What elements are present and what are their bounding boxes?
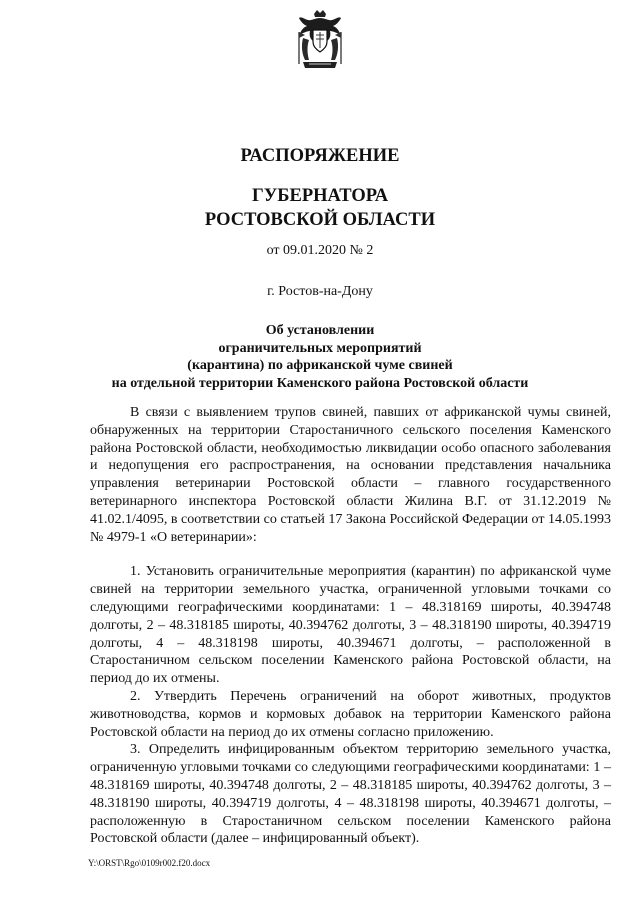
document-type-title: РАСПОРЯЖЕНИЕ (240, 146, 400, 166)
document-body (90, 404, 611, 848)
authority-line-1: ГУБЕРНАТОРА (251, 186, 389, 206)
order-item-2: 2. Утвердить Перечень ограничений на оборот животных, продуктов животноводства, кормов и кормовых добавок на территории Каменского района Ростовской области на период до их отмены согласно приложению. (90, 688, 611, 740)
order-item-1: 1. Установить ограничительные мероприятия (карантин) по африканской чуме свиней на территории земельного участка, ограниченной угловыми точками со следующими географическими координатами: 1 – 48.318169 широты, 40.394748 долготы, 2 – 48.318185 широты, 40.394762 долготы, 3 – 48.318190 широты, 40.394719 долготы, 4 – 48.318198 широты, 40.394671 долготы, – расположенной в Старостаничном сельском поселении Каменского района Ростовской области, на период до их отмены. (90, 564, 611, 687)
subject-line: на отдельной территории Каменского района Ростовской области (111, 375, 529, 391)
document-subject (40, 322, 600, 392)
subject-line: ограничительных мероприятий (218, 340, 422, 356)
subject-line: Об установлении (265, 323, 375, 338)
document-date-number: от 09.01.2020 № 2 (266, 243, 374, 258)
document-city: г. Ростов-на-Дону (267, 284, 373, 299)
issuing-authority (0, 184, 640, 232)
order-item-3: 3. Определить инфицированным объектом территорию земельного участка, ограниченную угловыми точками со следующими географическими координатами: 1 – 48.318169 широты, 40.394748 долготы, 2 – 48.318185 широты, 40.394762 долготы, 3 – 48.318190 широты, 40.394719 долготы, 4 – 48.318198 широты, 40.394671 долготы, – расположенную в Старостаничном сельском поселении Каменского района Ростовской области (далее – инфицированный объект). (90, 742, 611, 847)
file-path-footer: Y:\ORST\Rgo\0109r002.f20.docx (88, 858, 211, 868)
subject-line: (карантина) по африканской чуме свиней (187, 358, 453, 373)
authority-line-2: РОСТОВСКОЙ ОБЛАСТИ (204, 210, 436, 230)
coat-of-arms-emblem (295, 8, 345, 70)
preamble-paragraph: В связи с выявлением трупов свиней, павших от африканской чумы свиней, обнаруженных на территории Старостаничного сельского поселения Каменского района Ростовской области, необходимостью ликвидации особо опасного заболевания и недопущения его распространения, на основании представления начальника управления ветеринарии Ростовской области – главного государственного ветеринарного инспектора Ростовской области Жилина В.Г. от 31.12.2019 № 41.02.1/4095, в соответствии со статьей 17 Закона Российской Федерации от 14.05.1993 № 4979-1 «О ветеринарии»: (90, 405, 611, 545)
